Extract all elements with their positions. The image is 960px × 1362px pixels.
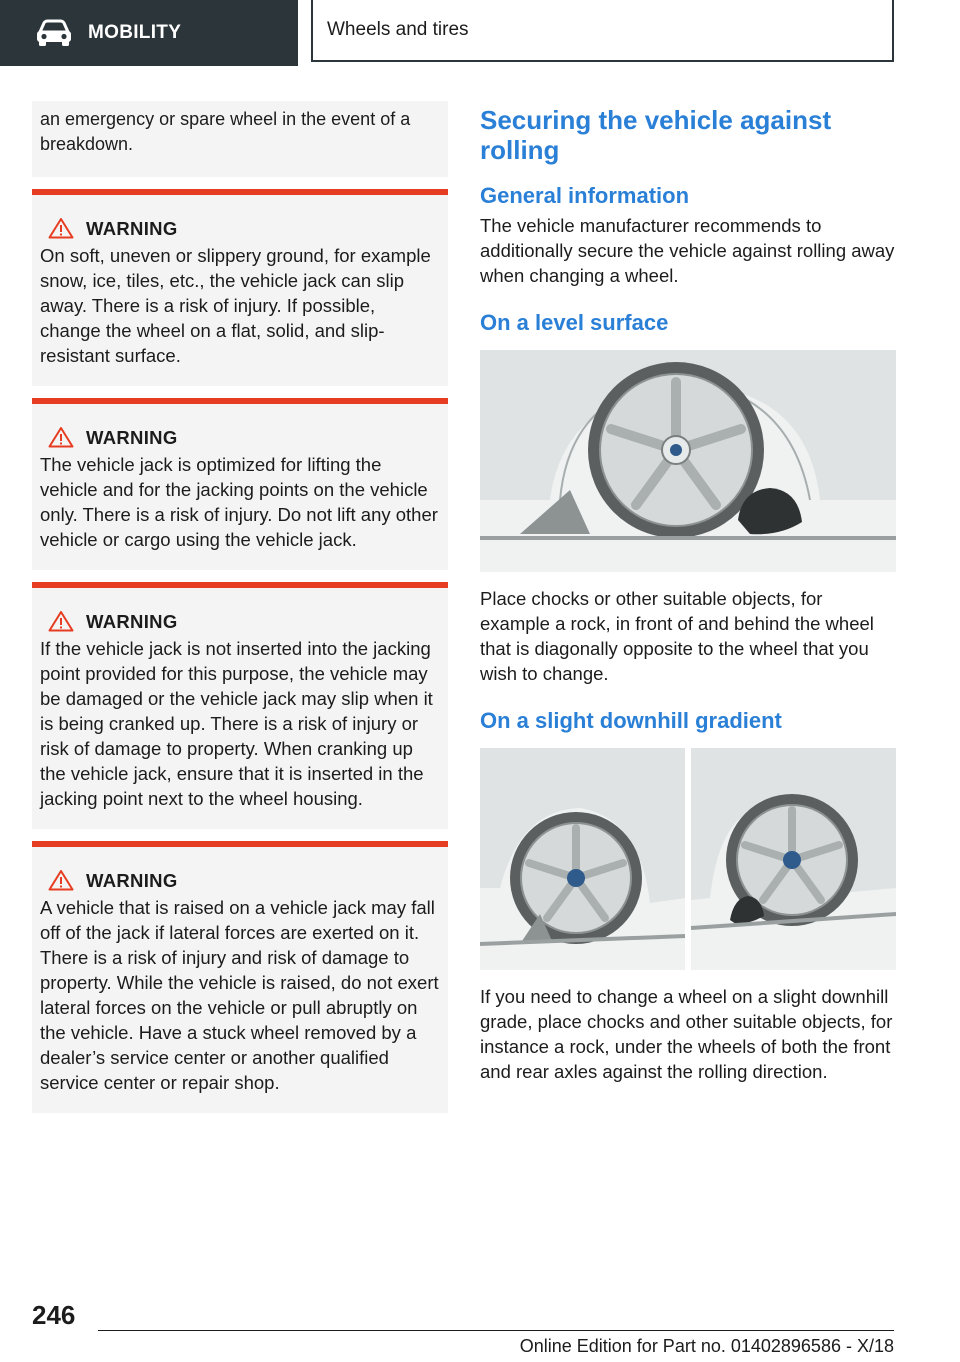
warning-box-1	[32, 189, 448, 386]
warning-text: A vehicle that is raised on a vehicle jack may fall off of the jack if lateral forces are exerted on it. There is a risk of injury and risk of damage to property. While the vehicle is raised, do not exert lateral forces on the vehicle or pull abruptly on the vehicle. Have a stuck wheel removed by a dealer’s service center or another qualified service center or repair shop.	[40, 897, 439, 1093]
warning-title: WARNING	[86, 869, 178, 891]
level-surface-illustration	[480, 350, 896, 572]
warning-box-3	[32, 582, 448, 829]
warning-box-2	[32, 398, 448, 570]
general-info-text: The vehicle manufacturer recommends to additionally secure the vehicle against rolling away when changing a wheel.	[480, 215, 895, 286]
general-info-heading: General information	[480, 183, 690, 208]
page-number: 246	[32, 1300, 76, 1330]
warning-text: On soft, uneven or slippery ground, for example snow, ice, tiles, etc., the vehicle jack can slip away. There is a risk of injury. If possible, change the wheel on a flat, solid, and slip-resistant surface.	[40, 245, 431, 366]
section-tab-label: MOBILITY	[88, 22, 182, 43]
warning-triangle-icon	[48, 869, 74, 891]
warning-title: WARNING	[86, 426, 178, 448]
footer-divider	[98, 1330, 894, 1331]
warning-text: The vehicle jack is optimized for lifting the vehicle and for the jacking points on the vehicle only. There is a risk of injury. Do not lift any other vehicle or cargo using the vehicle jack.	[40, 454, 438, 550]
warning-box-4	[32, 841, 448, 1113]
section-title: Securing the vehicle against rolling	[480, 105, 832, 165]
page-header	[0, 0, 960, 66]
warning-head	[40, 608, 440, 634]
warning-title: WARNING	[86, 217, 178, 239]
section-tab[interactable]	[0, 0, 298, 66]
warning-head	[40, 867, 440, 893]
warning-triangle-icon	[48, 426, 74, 448]
level-surface-heading: On a level surface	[480, 310, 669, 335]
warning-head	[40, 215, 440, 241]
warning-head	[40, 424, 440, 450]
downhill-gradient-illustration	[480, 748, 896, 970]
warning-title: WARNING	[86, 610, 178, 632]
warning-triangle-icon	[48, 217, 74, 239]
intro-text: an emergency or spare wheel in the event of a breakdown.	[40, 109, 411, 154]
edition-text: Online Edition for Part no. 01402896586 - X/18	[519, 1336, 894, 1356]
level-surface-text: Place chocks or other suitable objects, for example a rock, in front of and behind the wheel that is diagonally opposite to the wheel that you wish to change.	[480, 588, 874, 684]
warning-triangle-icon	[48, 610, 74, 632]
downhill-heading: On a slight downhill gradient	[480, 708, 782, 733]
car-icon	[34, 18, 74, 48]
intro-box	[32, 101, 448, 177]
chapter-tab[interactable]	[311, 0, 894, 62]
downhill-text: If you need to change a wheel on a slight downhill grade, place chocks and other suitable objects, for instance a rock, under the wheels of both the front and rear axles against the rolling direction.	[480, 986, 893, 1082]
right-column	[480, 101, 896, 1084]
chapter-tab-label: Wheels and tires	[327, 19, 469, 40]
warning-text: If the vehicle jack is not inserted into the jacking point provided for this purpose, the vehicle may be damaged or the vehicle jack may slip when it is being cranked up. There is a risk of injury or risk of damage to property. When cranking up the vehicle jack, ensure that it is inserted in the jacking point next to the wheel housing.	[40, 638, 433, 809]
left-column	[32, 101, 448, 1113]
